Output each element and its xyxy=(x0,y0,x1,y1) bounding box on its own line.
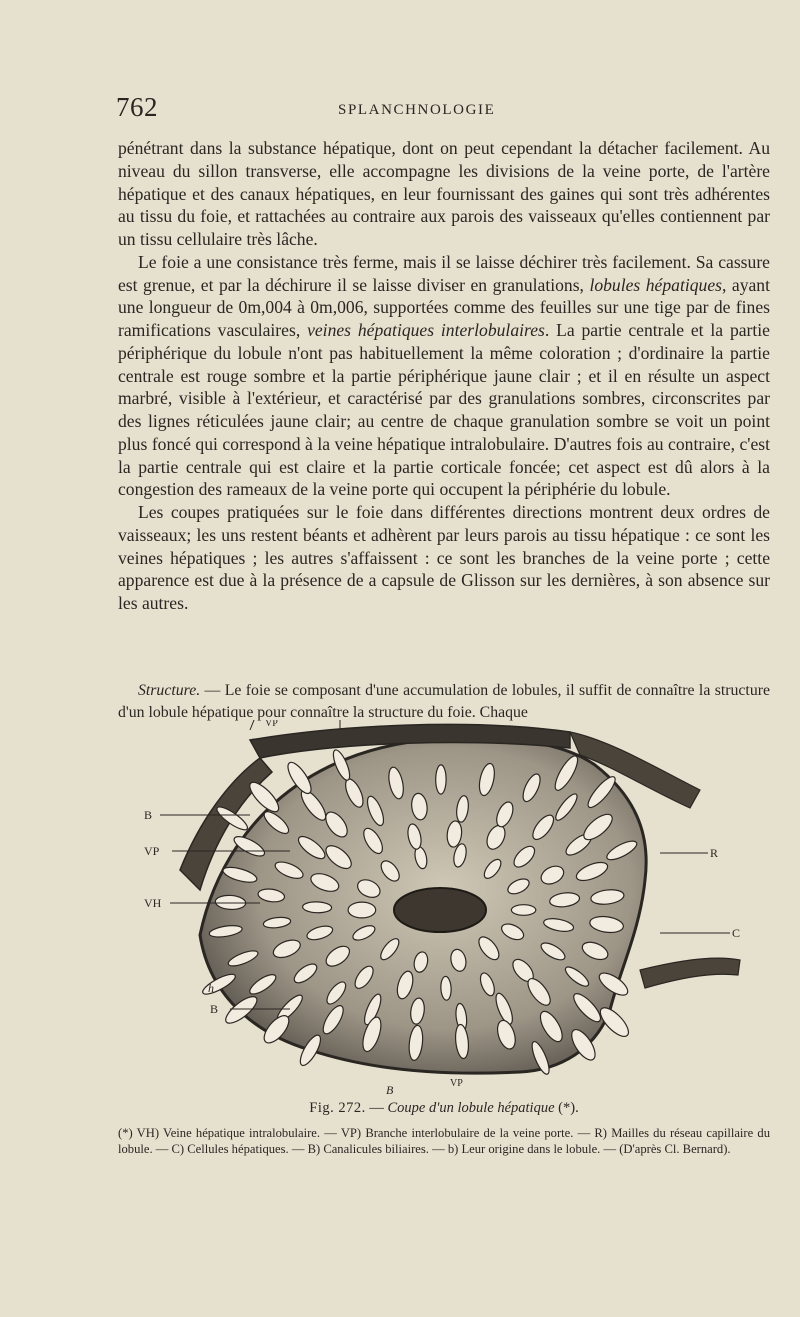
term-veines-hepatiques: veines hépatiques interlobulaires xyxy=(307,320,545,340)
figure-title: Coupe d'un lobule hépatique xyxy=(387,1100,555,1116)
central-vein xyxy=(394,888,486,932)
figure-legend xyxy=(118,1125,770,1157)
paragraph-2 xyxy=(118,251,770,501)
vessel-branch-right-lower xyxy=(640,958,740,988)
page-number: 762 xyxy=(116,92,158,122)
hepatic-cell-ellipse xyxy=(348,902,376,918)
hepatic-cell-ellipse xyxy=(302,901,331,913)
label-left-b: B xyxy=(144,808,153,822)
paragraph-2-part-c: . La partie centrale et la partie périphérique du lobule n'ont pas habituellement la même coloration ; d'ordinaire la partie centrale est rouge sombre et la partie périphérique jaune clair ; et il en résulte un aspect marbré, visible à l'extérieur, et caractérisé par des granulations sombres, circonscrites par des lignes réticulées jaune clair; au centre de chaque granulation sombre se voit un point plus foncé qui correspond à la veine hépatique intralobulaire. D'autres fois au contraire, c'est la partie centrale qui est claire et la partie corticale foncée; cet aspect est dû alors à la congestion des rameaux de la veine porte qui occupent la périphérie du lobule. xyxy=(118,320,770,500)
lobule-engraving xyxy=(140,720,760,1095)
structure-heading: Structure. xyxy=(138,682,201,699)
lobule-figure xyxy=(140,720,760,1095)
figure-number: Fig. 272. xyxy=(309,1100,366,1116)
hepatic-cell-ellipse xyxy=(246,778,283,816)
label-right-c: C xyxy=(732,926,741,940)
label-bottom-b: B xyxy=(386,1083,394,1095)
paragraph-2-part-a: Le foie a une consistance très ferme, mais il se laisse déchirer très facilement. Sa cassure est grenue, et par la déchirure il se laisse diviser en granulations, xyxy=(118,251,770,295)
page-header xyxy=(116,92,776,122)
structure-paragraph xyxy=(118,680,770,723)
legend-text: (*) VH) Veine hépatique intralobulaire. — VP) Branche interlobulaire de la veine porte. — R) Mailles du réseau capillaire du lobule. — C) Cellules hépatiques. — B) Canalicules biliaires. — b) Leur origine dans le lobule. — (D'après Cl. Bernard). xyxy=(118,1126,770,1157)
hepatic-cell-ellipse xyxy=(511,905,535,916)
hepatic-cell-ellipse xyxy=(436,765,447,794)
label-bottom-vp: VP xyxy=(450,1078,463,1089)
caption-note-mark: (*). xyxy=(554,1100,579,1116)
label-left-h: h xyxy=(208,981,214,995)
paragraph-3: Les coupes pratiquées sur le foie dans différentes directions montrent deux ordres de vaisseaux; les uns restent béants et adhèrent par leurs parois au tissu hépatique : ce sont les veines hépatiques ; les autres s'affaissent : ce sont les branches de la veine porte ; cette apparence est due à la présence de a capsule de Glisson sur les dernières, à son absence sur les autres. xyxy=(118,502,770,613)
label-top-vp: VP xyxy=(265,720,278,729)
structure-section xyxy=(118,680,770,723)
structure-text: — Le foie se composant d'une accumulation de lobules, il suffit de connaître la structure d'un lobule hépatique pour connaître la structure du foie. Chaque xyxy=(118,682,770,721)
label-left-vh: VH xyxy=(144,896,162,910)
label-left-b2: B xyxy=(210,1002,219,1016)
term-lobules-hepatiques: lobules hépatiques xyxy=(589,274,722,295)
paragraph-2-part-b: , ayant une longueur de 0m,004 à 0m,006, supportées comme des feuilles sur une tige par de fines ramifications vasculaires, xyxy=(118,274,770,340)
running-title: SPLANCHNOLOGIE xyxy=(338,102,496,118)
label-right-r: R xyxy=(710,846,719,860)
figure-caption xyxy=(118,1100,770,1117)
caption-dash: — xyxy=(365,1100,388,1116)
body-text xyxy=(118,137,770,615)
label-left-vp: VP xyxy=(144,844,160,858)
paragraph-1: pénétrant dans la substance hépatique, dont on peut cependant la détacher facilement. Au niveau du sillon transverse, elle accompagne les divisions de la veine porte, de l'artère hépatique et des canaux hépatiques, en leur fournissant des gaines qui sont très adhérentes au tissu du foie, et rattachées au contraire aux parois des vaisseaux qu'elles contiennent par un tissu cellulaire très lâche. xyxy=(118,138,770,249)
